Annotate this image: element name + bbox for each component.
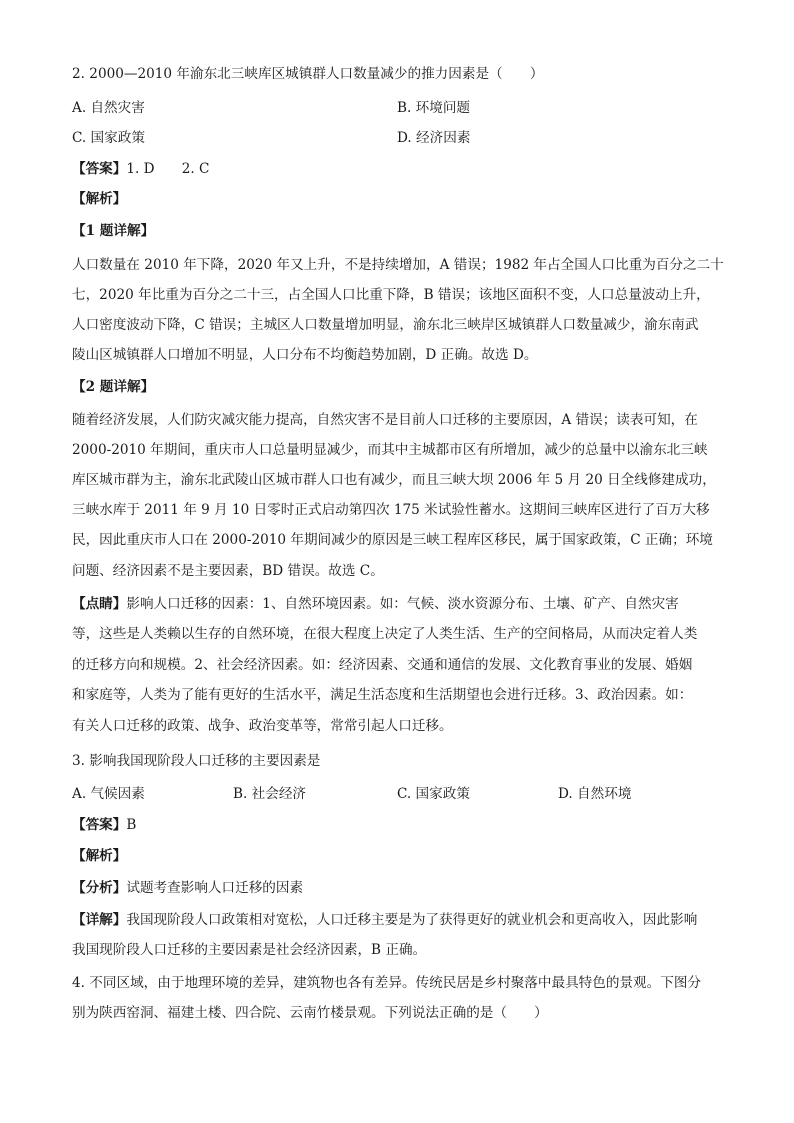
detail-2-line: 2000-2010 年期间，重庆市人口总量明显减少，而其中主城都市区有所增加，减少的总量中以渝东北三峡 (72, 442, 708, 458)
q2-option-d: D. 经济因素 (397, 130, 471, 146)
question-3-stem: 3. 影响我国现阶段人口迁移的主要因素是 (72, 753, 321, 769)
question-4-line: 4. 不同区域，由于地理环境的差异，建筑物也各有差异。传统民居是乡村聚落中最具特色的景观。下图分 (72, 975, 702, 991)
answer-3 (72, 815, 722, 835)
xiangjie-text: 我国现阶段人口政策相对宽松，人口迁移主要是为了获得更好的就业机会和更高收入，因此影响 (126, 912, 698, 928)
keypoint-line: 的迁移方向和规模。2、社会经济因素。如：经济因素、交通和通信的发展、文化教育事业的发展、婚姻 (72, 657, 693, 673)
analysis-label: 【解析】 (72, 191, 127, 207)
q3-option-c: C. 国家政策 (397, 786, 470, 802)
xiangjie-line: 我国现阶段人口迁移的主要因素是社会经济因素，B 正确。 (72, 942, 427, 958)
keypoint-first-line (72, 594, 722, 614)
answer-text: B (126, 817, 137, 833)
keypoint-line: 有关人口迁移的政策、战争、政治变革等，常常引起人口迁移。 (72, 718, 453, 734)
detail-1-tag: 【1 题详解】 (72, 223, 155, 239)
q2-option-a: A. 自然灾害 (72, 100, 145, 116)
q3-option-b: B. 社会经济 (233, 786, 307, 802)
answer-tag: 【答案】 (72, 161, 127, 177)
fenxi-tag: 【分析】 (72, 880, 127, 896)
fenxi-line (72, 878, 722, 898)
detail-2-line: 民，因此重庆市人口在 2000-2010 年期间减少的原因是三峡工程库区移民，属于国家政策，C 正确；环境 (72, 532, 713, 548)
q2-option-b: B. 环境问题 (397, 100, 471, 116)
keypoint-line: 等，这些是人类赖以生存的自然环境，在很大程度上决定了人类生活、生产的空间格局，从而决定着人类 (72, 626, 698, 642)
q2-option-c: C. 国家政策 (72, 130, 145, 146)
detail-2-line: 三峡水库于 2011 年 9 月 10 日零时正式启动第四次 175 米试验性蓄水。这期间三峡库区进行了百万大移 (72, 502, 710, 518)
answer-tag: 【答案】 (72, 817, 127, 833)
fenxi-text: 试题考查影响人口迁移的因素 (126, 880, 304, 896)
xiangjie-tag: 【详解】 (72, 912, 127, 928)
xiangjie-first-line (72, 910, 722, 930)
question-2-stem: 2. 2000—2010 年渝东北三峡库区城镇群人口数量减少的推力因素是（ ） (72, 66, 544, 82)
detail-1-line: 人口数量在 2010 年下降，2020 年又上升，不是持续增加，A 错误；1982 年占全国人口比重为百分之二十 (72, 257, 724, 273)
keypoint-tag: 【点睛】 (72, 596, 127, 612)
q3-option-d: D. 自然环境 (558, 786, 632, 802)
detail-1-line: 七，2020 年比重为百分之二十三，占全国人口比重下降，B 错误；该地区面积不变，人口总量波动上升， (72, 287, 710, 303)
analysis-3-label: 【解析】 (72, 848, 127, 864)
q3-option-a: A. 气候因素 (72, 786, 145, 802)
question-4-line: 别为陕西窑洞、福建土楼、四合院、云南竹楼景观。下列说法正确的是（ ） (72, 1005, 548, 1021)
detail-2-line: 随着经济发展，人们防灾减灾能力提高，自然灾害不是目前人口迁移的主要原因，A 错误；读表可知，在 (72, 412, 698, 428)
detail-1-line: 陵山区城镇群人口增加不明显，人口分布不均衡趋势加剧，D 正确。故选 D。 (72, 347, 538, 363)
answer-1-2 (72, 159, 722, 179)
detail-2-line: 库区城市群为主，渝东北武陵山区城市群人口也有减少，而且三峡大坝 2006 年 5 月 20 日全线修建成功， (72, 472, 716, 488)
detail-2-line: 问题、经济因素不是主要因素，BD 错误。故选 C。 (72, 563, 384, 579)
detail-2-tag: 【2 题详解】 (72, 379, 155, 395)
detail-1-line: 人口密度波动下降，C 错误；主城区人口数量增加明显，渝东北三峡岸区城镇群人口数量减少，渝东南武 (72, 317, 699, 333)
keypoint-text: 影响人口迁移的因素：1、自然环境因素。如：气候、淡水资源分布、土壤、矿产、自然灾害 (126, 596, 679, 612)
keypoint-line: 和家庭等，人类为了能有更好的生活水平，满足生活态度和生活期望也会进行迁移。3、政治因素。如： (72, 687, 693, 703)
answer-text: 1. D 2. C (126, 161, 210, 177)
